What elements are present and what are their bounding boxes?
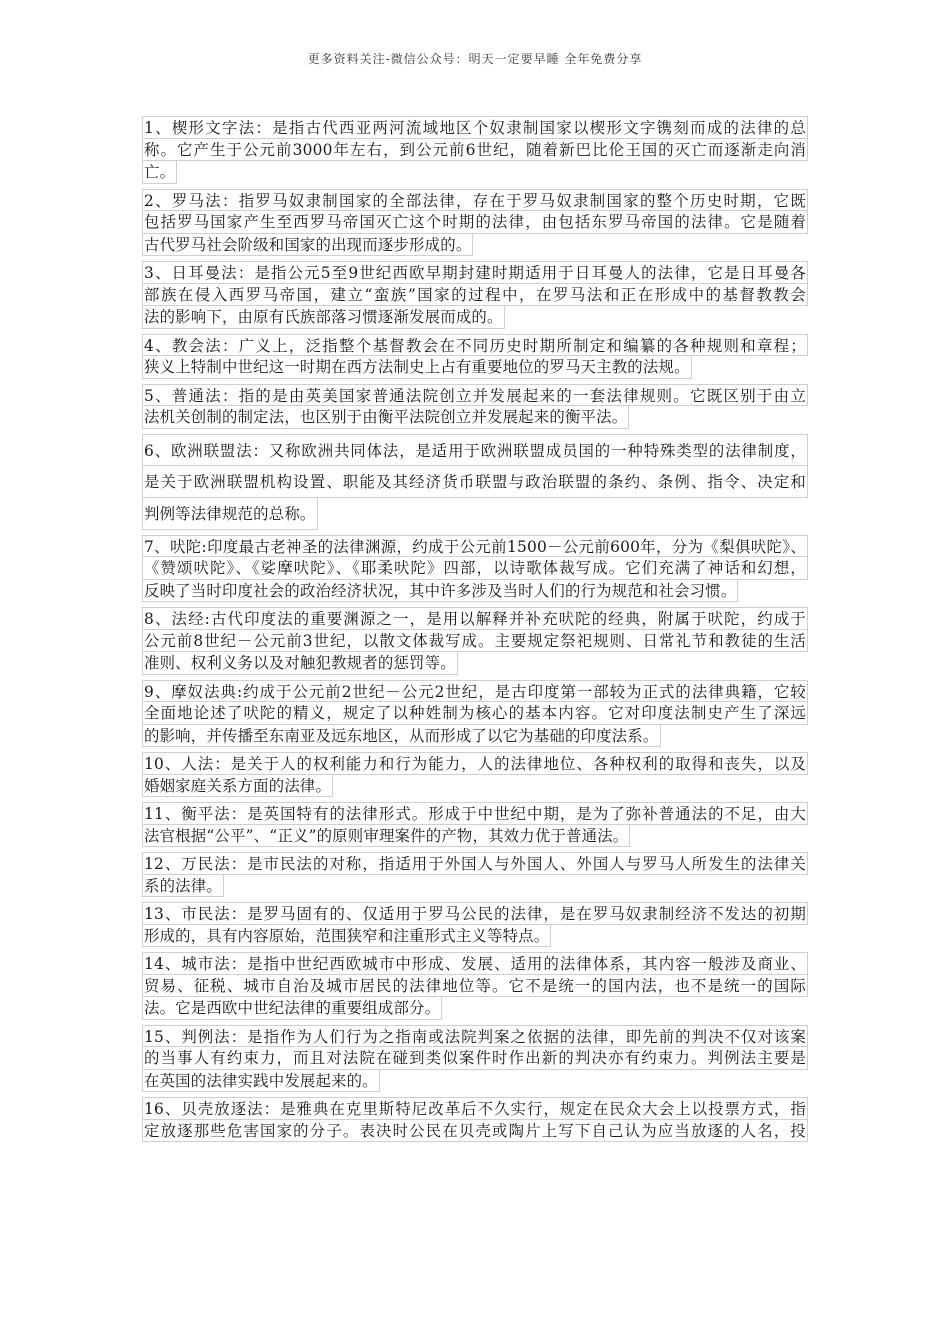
entry-line: 称。它产生于公元前3000年左右，到公元前6世纪，随着新巴比伦王国的灭亡而逐渐走向消: [142, 139, 808, 162]
entry-line: 《赞颂吠陀》、《娑摩吠陀》、《耶柔吠陀》四部，以诗歌体裁写成。它们充满了神话和幻想，: [142, 557, 808, 580]
entry-4: [142, 334, 808, 379]
entry-line: 古代罗马社会阶级和国家的出现而逐步形成的。: [142, 234, 473, 257]
entry-9: [142, 680, 808, 748]
entry-16: [142, 1097, 808, 1142]
entry-line: 7、吠陀:印度最古老神圣的法律渊源，约成于公元前1500－公元前600年，分为《梨俱吠陀》、: [142, 535, 808, 558]
entry-3: [142, 261, 808, 329]
entry-11: [142, 802, 808, 847]
entry-line: 12、万民法：是市民法的对称，指适用于外国人与外国人、外国人与罗马人所发生的法律关: [142, 852, 808, 875]
entry-line: 2、罗马法：指罗马奴隶制国家的全部法律，存在于罗马奴隶制国家的整个历史时期，它既: [142, 189, 808, 212]
entry-line: 部族在侵入西罗马帝国，建立“蛮族”国家的过程中，在罗马法和正在形成中的基督教教会: [142, 284, 808, 307]
entry-line: 法官根据“公平”、“正义”的原则审理案件的产物，其效力优于普通法。: [142, 825, 630, 848]
entry-line: 反映了当时印度社会的政治经济状况，其中许多涉及当时人们的行为规范和社会习惯。: [142, 580, 738, 603]
entry-line: 13、市民法：是罗马固有的、仅适用于罗马公民的法律，是在罗马奴隶制经济不发达的初期: [142, 902, 808, 925]
entry-13: [142, 902, 808, 947]
entry-line: 判例等法律规范的总称。: [142, 498, 318, 530]
entry-line: 的影响，并传播至东南亚及远东地区，从而形成了以它为基础的印度法系。: [142, 725, 661, 748]
entry-line: 贸易、征税、城市自治及城市居民的法律地位等。它不是统一的国内法，也不是统一的国际: [142, 975, 808, 998]
entry-line: 14、城市法：是指中世纪西欧城市中形成、发展、适用的法律体系，其内容一般涉及商业、: [142, 952, 808, 975]
entry-line: 定放逐那些危害国家的分子。表决时公民在贝壳或陶片上写下自己认为应当放逐的人名，投: [142, 1120, 808, 1143]
entry-line: 在英国的法律实践中发展起来的。: [142, 1070, 380, 1093]
entry-line: 法机关创制的制定法，也区别于由衡平法院创立并发展起来的衡平法。: [142, 406, 629, 429]
entry-10: [142, 752, 808, 797]
entry-line: 5、普通法：指的是由英美国家普通法院创立并发展起来的一套法律规则。它既区别于由立: [142, 384, 808, 407]
entry-6: [142, 434, 808, 530]
document-body: [142, 116, 808, 1147]
entry-line: 15、判例法：是指作为人们行为之指南或法院判案之依据的法律，即先前的判决不仅对该案: [142, 1025, 808, 1048]
entry-line: 的当事人有约束力，而且对法院在碰到类似案件时作出新的判决亦有约束力。判例法主要是: [142, 1047, 808, 1070]
entry-5: [142, 384, 808, 429]
entry-14: [142, 952, 808, 1020]
entry-line: 法的影响下，由原有氏族部落习惯逐渐发展而成的。: [142, 306, 505, 329]
entry-line: 4、教会法：广义上，泛指整个基督教会在不同历史时期所制定和编纂的各种规则和章程；: [142, 334, 808, 357]
entry-line: 公元前8世纪－公元前3世纪，以散文体裁写成。主要规定祭祀规则、日常礼节和教徒的生活: [142, 630, 808, 653]
entry-line: 10、人法：是关于人的权利能力和行为能力，人的法律地位、各种权利的取得和丧失，以及: [142, 752, 808, 775]
entry-line: 8、法经:古代印度法的重要渊源之一，是用以解释并补充吠陀的经典，附属于吠陀，约成于: [142, 607, 808, 630]
entry-7: [142, 535, 808, 603]
entry-12: [142, 852, 808, 897]
entry-line: 1、楔形文字法：是指古代西亚两河流域地区个奴隶制国家以楔形文字镌刻而成的法律的总: [142, 116, 808, 139]
page-header: 更多资料关注-微信公众号：明天一定要早睡 全年免费分享: [307, 52, 643, 66]
entry-line: 6、欧洲联盟法：又称欧洲共同体法，是适用于欧洲联盟成员国的一种特殊类型的法律制度，: [142, 434, 808, 466]
entry-line: 形成的，具有内容原始，范围狭窄和注重形式主义等特点。: [142, 925, 551, 948]
entry-line: 亡。: [142, 161, 177, 184]
entry-15: [142, 1025, 808, 1093]
entry-line: 法。它是西欧中世纪法律的重要组成部分。: [142, 997, 442, 1020]
entry-line: 婚姻家庭关系方面的法律。: [142, 775, 333, 798]
entry-line: 狭义上特制中世纪这一时期在西方法制史上占有重要地位的罗马天主教的法规。: [142, 356, 692, 379]
entry-line: 包括罗马国家产生至西罗马帝国灭亡这个时期的法律，由包括东罗马帝国的法律。它是随着: [142, 211, 808, 234]
entry-line: 是关于欧洲联盟机构设置、职能及其经济货币联盟与政治联盟的条约、条例、指令、决定和: [142, 466, 808, 498]
entry-line: 系的法律。: [142, 875, 224, 898]
entry-2: [142, 189, 808, 257]
entry-line: 准则、权利义务以及对触犯教规者的惩罚等。: [142, 652, 458, 675]
entry-1: [142, 116, 808, 184]
entry-line: 全面地论述了吠陀的精义，规定了以种姓制为核心的基本内容。它对印度法制史产生了深远: [142, 702, 808, 725]
entry-8: [142, 607, 808, 675]
entry-line: 3、日耳曼法：是指公元5至9世纪西欧早期封建时期适用于日耳曼人的法律，它是日耳曼各: [142, 261, 808, 284]
entry-line: 9、摩奴法典:约成于公元前2世纪－公元2世纪，是古印度第一部较为正式的法律典籍，它较: [142, 680, 808, 703]
entry-line: 16、贝壳放逐法：是雅典在克里斯特尼改革后不久实行，规定在民众大会上以投票方式，指: [142, 1097, 808, 1120]
entry-line: 11、衡平法：是英国特有的法律形式。形成于中世纪中期，是为了弥补普通法的不足，由大: [142, 802, 808, 825]
